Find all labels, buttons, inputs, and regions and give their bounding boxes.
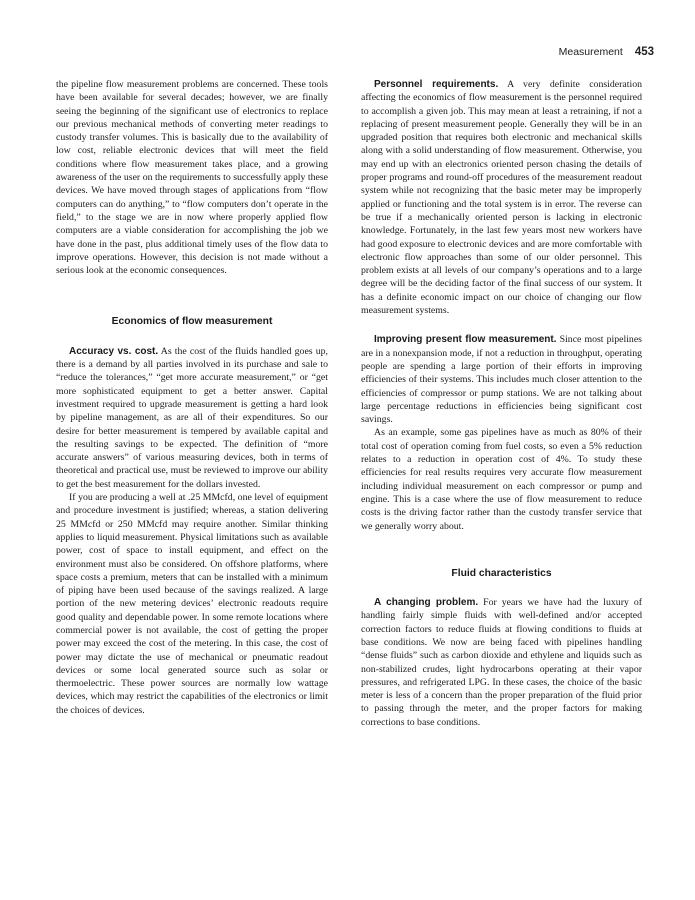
paragraph-text: A very definite consideration affecting the economics of flow measurement is the personnel required to accomplish a given job. This may mean at least a retraining, if not a replacing of present measurement people. Generally they will be in an upgraded position that requires both electronic and mechanical skills along with a solid understanding of flow measurement. Otherwise, you may end up with an electronics oriented person chasing the details of proper programs and round-off procedures of the measurement readout system while not recognizing that the basic meter may be improperly applied or functioning and the total system is in error. The reverse can be true if a mechanically oriented person is lacking in electronic knowledge. Fortunately, in the last few years most new workers have had good exposure to electronic devices and are more comfortable with electronic flow approaches than some of our older personnel. This problem exists at all levels of our company’s operations and to a large degree will be the deciding factor of the final success of our system. It has a definite economic impact on our choice of changing our flow measurement systems. bbox=[361, 79, 642, 317]
paragraph: As an example, some gas pipelines have as much as 80% of their total cost of operation coming from fuel costs, so even a 5% reduction relates to a reduction in operation cost of 4%. To study these efficiencies for real results requires very accurate flow measurement including individual measurement on each compressor or pump and engine. This is a case where the use of flow measurement to reduce costs is the driving factor rather than the custody transfer service that we generally worry about. bbox=[361, 427, 642, 532]
run-in-heading: Personnel requirements. bbox=[374, 79, 499, 90]
paragraph bbox=[56, 345, 328, 491]
paragraph: If you are producing a well at .25 MMcfd, one level of equipment and procedure investment is justified; whereas, a station delivering 25 MMcfd or 250 MMcfd may require another. Similar thinking applies to liquid measurement. Physical limitations such as available power, cost of space to install equipment, and effect on the environment must also be considered. On offshore platforms, where space costs a premium, meters that can be installed with a minimum of piping have been used because of the savings realized. A large portion of the new metering devices’ electronic readouts require good quality and dependable power. In some remote locations where commercial power is not available, the cost of getting the proper power may exceed the cost of the metering. In this case, the cost of power may dictate the use of mechanical or pneumatic readout devices or some local generated source such as solar or thermoelectric. These power sources are normally low wattage devices, which may restrict the capabilities of the electronics or limit the choices of devices. bbox=[56, 492, 328, 716]
section-heading: Fluid characteristics bbox=[451, 567, 552, 579]
run-in-heading: A changing problem. bbox=[374, 597, 479, 609]
section-title: Measurement bbox=[558, 46, 623, 58]
section-heading: Economics of flow measurement bbox=[111, 316, 273, 328]
paragraph-text: Since most pipelines are in a nonexpansion mode, if not a reduction in throughput, operating people are spending a large portion of their efforts in improving efficiencies of their systems. This includes much closer attention to the efficiencies of compressor or pump stations. We are not talking about large percentage reductions in efficiencies being significant cost savings. bbox=[361, 334, 642, 426]
paragraph bbox=[361, 596, 642, 729]
paragraph: the pipeline flow measurement problems are concerned. These tools have been available for several decades; however, we are finally seeing the beginning of the significant use of electronics to replace our previous mechanical methods of converting meter readings to custody transfer volumes. This is basically due to the availability of low cost, reliable electronic devices that will meet the field conditions where flow measurement takes place, and a growing awareness of the user on the requirements to successfully apply these devices. We have moved through stages of applications from “flow computers can do anything,” to “flow computers don’t operate in the field,” to the stage we are in now where properly applied flow computers are a viable consideration for accomplishing the job we have done in the past, plus additional timely uses of the flow data to improve operations. However, this decision is not made without a serious look at the economic consequences. bbox=[56, 79, 328, 277]
run-in-heading: Accuracy vs. cost. bbox=[69, 345, 159, 357]
paragraph bbox=[361, 78, 642, 317]
paragraph-text: As the cost of the fluids handled goes up, there is a demand by all parties involved in its purchase and sale to “reduce the tolerances,” “get more accurate measurement,” or “get more sophisticated equipment to get a better answer. Capital investment required to upgrade measurement is getting a hard look by pipeline management, as are all of their expenditures. So our desire for better measurement is tempered by available capital and the resulting savings to be expected. The definition of “more accurate answers” of various measuring devices, both in terms of theoretical and practical use, must be reviewed to improve our ability to get the best measurement for the dollars invested. bbox=[56, 345, 328, 490]
run-in-heading: Improving present flow measurement. bbox=[374, 334, 557, 346]
paragraph-text: For years we have had the luxury of handling fairly simple fluids with well-defined and/or accepted correction factors to reduce fluids at flowing conditions to fluids at base conditions. We now are being faced with pipelines handling “dense fluids” such as carbon dioxide and ethylene and liquids such as non-stabilized crudes, light hydrocarbons operating at their vapor pressures, and refrigerated LPG. In these cases, the choice of the basic meter is less of a concern than the proper preparation of the fluid prior to passing through the meter, and the proper factors for making corrections to base conditions. bbox=[361, 597, 643, 728]
right-column bbox=[361, 78, 642, 729]
paragraph bbox=[361, 333, 642, 426]
running-header bbox=[559, 46, 654, 58]
left-column bbox=[56, 78, 328, 717]
page-number: 453 bbox=[634, 46, 654, 58]
